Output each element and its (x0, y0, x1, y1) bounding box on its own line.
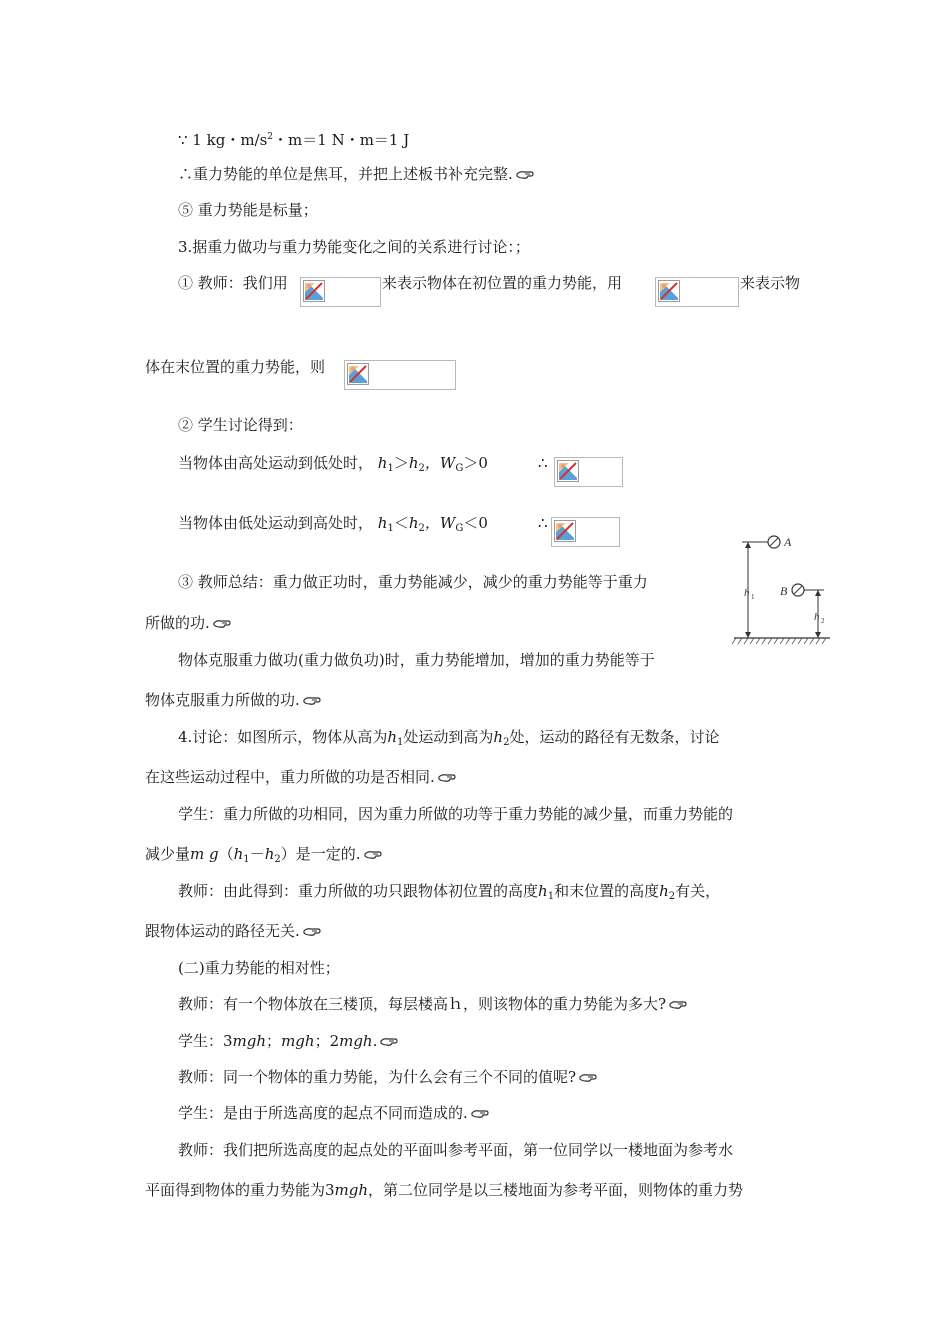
case-low-to-high: 当物体由低处运动到高处时， $h_1<h_2$，$W_G<0$ (178, 514, 488, 534)
broken-image-icon (303, 280, 325, 302)
return-mark-icon (380, 1037, 398, 1047)
unit-derivation: ∵ 1 kg・$m/s^2$・m＝1 N・m＝1 J (178, 131, 410, 149)
therefore-symbol: ∴ (538, 454, 548, 472)
broken-formula-image (551, 517, 620, 547)
scalar-note: ⑤ 重力势能是标量； (178, 201, 318, 219)
teacher-intro-line: ① 教师：我们用 (178, 274, 288, 292)
unit-conclusion: ∴重力势能的单位是焦耳，并把上述板书补充完整. (178, 164, 534, 184)
svg-text:B: B (780, 584, 788, 598)
return-mark-icon (213, 619, 231, 629)
teacher-conclusion: 教师：由此得到：重力所做的功只跟物体初位置的高度$h_1$和末位置的高度$h_2$有关， (178, 882, 721, 902)
svg-text:h: h (744, 587, 750, 599)
broken-image-icon (557, 460, 579, 482)
therefore-symbol: ∴ (538, 514, 548, 532)
negative-work-cont: 物体克服重力所做的功. (145, 690, 321, 710)
student-answer-1-cont: 减少量m $g(h_1-h_2)$是一定的. (145, 844, 382, 870)
return-mark-icon (364, 850, 382, 860)
return-mark-icon (471, 1109, 489, 1119)
teacher-summary: ③ 教师总结：重力做正功时，重力势能减少，减少的重力势能等于重力 (178, 573, 648, 591)
discussion-4-cont: 在这些运动过程中，重力所做的功是否相同. (145, 767, 456, 787)
svg-text:A: A (784, 535, 792, 549)
section-relativity-heading: (二)重力势能的相对性； (178, 959, 340, 977)
return-mark-icon (669, 1000, 687, 1010)
student-reason: 学生：是由于所选高度的起点不同而造成的. (178, 1103, 489, 1123)
student-answers-values: 学生：3mgh；mgh；2mgh. (178, 1031, 398, 1051)
return-mark-icon (303, 696, 321, 706)
case-high-to-low: 当物体由高处运动到低处时， $h_1>h_2$，$W_G>0$ (178, 454, 488, 474)
return-mark-icon (438, 773, 456, 783)
broken-formula-image (344, 360, 456, 390)
return-mark-icon (579, 1073, 597, 1083)
negative-work-line: 物体克服重力做功(重力做负功)时，重力势能增加，增加的重力势能等于 (178, 651, 655, 669)
broken-image-icon (347, 363, 369, 385)
broken-formula-image (655, 277, 739, 307)
broken-formula-image (554, 457, 623, 487)
svg-text:2: 2 (821, 617, 825, 625)
broken-formula-image (300, 277, 381, 307)
student-answer-1: 学生：重力所做的功相同，因为重力所做的功等于重力势能的减少量，而重力势能的 (178, 805, 734, 823)
height-diagram (732, 528, 832, 648)
final-position-line: 体在末位置的重力势能，则 (145, 358, 326, 376)
teacher-reference-plane-cont: 平面得到物体的重力势能为3mgh，第二位同学是以三楼地面为参考平面，则物体的重力势 (145, 1181, 744, 1199)
teacher-reference-plane: 教师：我们把所选高度的起点处的平面叫参考平面，第一位同学以一楼地面为参考水 (178, 1141, 734, 1159)
return-mark-icon (516, 170, 534, 180)
teacher-question-2: 教师：同一个物体的重力势能，为什么会有三个不同的值呢? (178, 1067, 597, 1087)
section-3-heading: 3.据重力做功与重力势能变化之间的关系进行讨论：； (178, 238, 530, 256)
discussion-4: 4.讨论：如图所示，物体从高为$h_1$处运动到高为$h_2$处，运动的路径有无数条，讨论 (178, 728, 720, 748)
teacher-intro-mid: 来表示物体在初位置的重力势能，用 (382, 274, 623, 292)
broken-image-icon (658, 280, 680, 302)
broken-image-icon (554, 520, 576, 542)
teacher-intro-end: 来表示物 (740, 274, 801, 292)
svg-text:1: 1 (751, 593, 755, 601)
student-discussion-heading: ② 学生讨论得到： (178, 416, 303, 434)
return-mark-icon (303, 927, 321, 937)
svg-text:h: h (814, 611, 820, 623)
teacher-conclusion-cont: 跟物体运动的路径无关. (145, 921, 321, 941)
teacher-summary-cont: 所做的功. (145, 613, 231, 633)
teacher-question: 教师：有一个物体放在三楼顶，每层楼高ｈ，则该物体的重力势能为多大? (178, 994, 687, 1014)
